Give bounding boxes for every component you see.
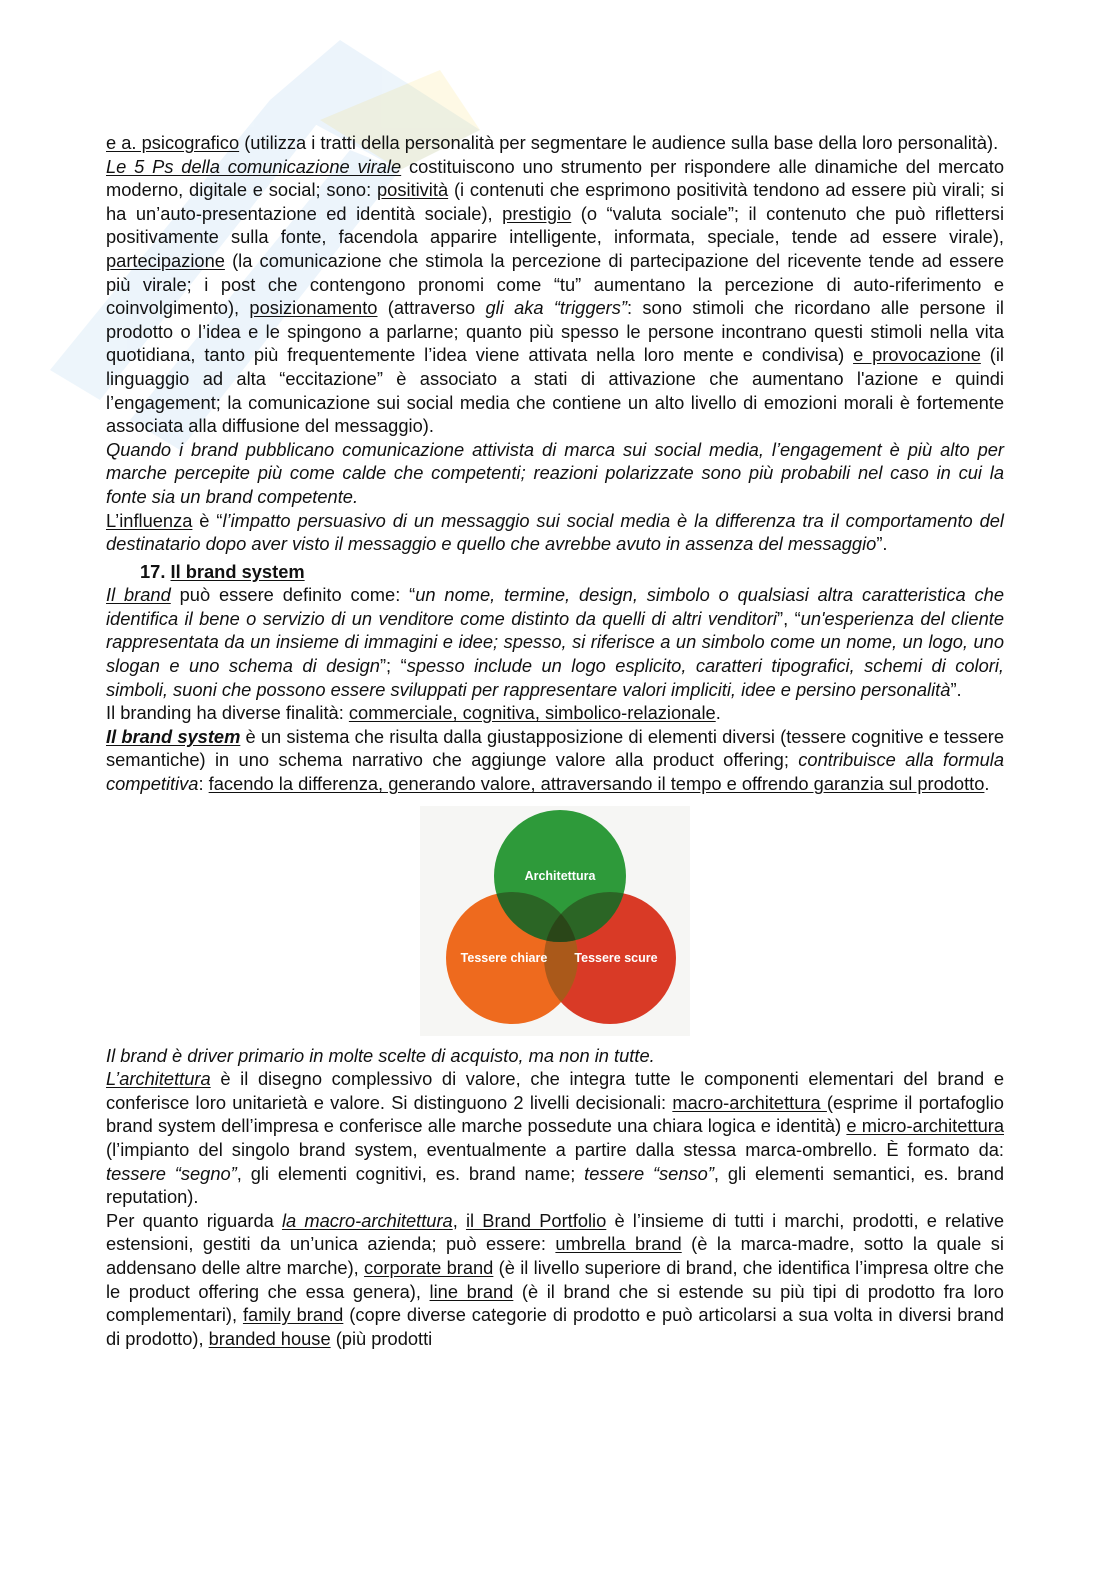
venn-label-right: Tessere scure bbox=[574, 950, 658, 965]
paragraph-psicografico: e a. psicografico (utilizza i tratti della personalità per segmentare le audience sulla base della loro personalità). bbox=[106, 132, 999, 153]
section-heading-brand-system: 17. Il brand system bbox=[140, 560, 305, 582]
paragraph-branding-finalita: Il branding ha diverse finalità: commerciale, cognitiva, simbolico-relazionale. bbox=[106, 702, 721, 724]
paragraph-brand-definition: Il brand può essere definito come: “un nome, termine, design, simbolo o qualsiasi altra caratteristica che identifica il bene o servizio di un venditore come distinto da quelli di altri venditori”, “un'esperienza del cliente rappresentata da un insieme di immagini e idee; spesso, si riferisce a un simbolo come un nome, un logo, uno slogan e uno schema di design”; “spesso include un logo esplicito, caratteri tipografici, schemi di colori, simboli, suoni che possono essere sviluppati per rappresentare valori impliciti, idee e persino personalità”. bbox=[106, 584, 1005, 700]
paragraph-brand-system: Il brand system è un sistema che risulta dalla giustapposizione di elementi diversi (tessere cognitive e tessere semantiche) in uno schema narrativo che aggiunge valore alla product offering; contribuisce alla formula competitiva: facendo la differenza, generando valore, attraversando il tempo e offrendo garanzia sul prodotto. bbox=[106, 725, 1005, 795]
paragraph-influenza: L’influenza è “l’impatto persuasivo di un messaggio sui social media è la differenza tra il comportamento del destinatario dopo aver visto il messaggio e quello che avrebbe avuto in assenza del messaggio”. bbox=[106, 509, 1004, 555]
venn-label-top: Architettura bbox=[524, 868, 596, 883]
paragraph-brand-portfolio: Per quanto riguarda la macro-architettura, il Brand Portfolio è l’insieme di tutti i marchi, prodotti, e relative estensioni, gestiti da un’unica azienda; può essere: umbrella brand (è la marca-madre, sotto la quale si addensano delle altre marche), corporate brand (è il livello superiore di brand, che identifica l’impresa oltre che le product offering che essa genera), line brand (è il brand che si estende su più tipi di prodotto fra loro complementari), family brand (copre diverse categorie di prodotto e può articolarsi a sua volta in diversi brand di prodotto), branded house (più prodotti bbox=[106, 1209, 1004, 1349]
venn-label-left: Tessere chiare bbox=[460, 950, 548, 965]
paragraph-brand-attivista: Quando i brand pubblicano comunicazione attivista di marca sui social media, l’engagement è più alto per marche percepite più come calde che competenti; reazioni polarizzate sono più probabili nel caso in cui la fonte sia un brand competente. bbox=[106, 438, 1004, 507]
paragraph-architettura: L’architettura è il disegno complessivo di valore, che integra tutte le componenti elementari del brand e conferisce loro unitarietà e valore. Si distinguono 2 livelli decisionali: macro-architettura (esprime il portafoglio brand system dell’impresa e conferisce alle marche possedute una chiara logica e identità) e micro-architettura (l’impianto del singolo brand system, eventualmente a partire dalla stessa marca-ombrello. È formato da: tessere “segno”, gli elementi cognitivi, es. brand name; tessere “senso”, gli elementi semantici, es. brand reputation). bbox=[106, 1068, 1004, 1208]
venn-diagram bbox=[420, 806, 690, 1036]
paragraph-brand-driver: Il brand è driver primario in molte scelte di acquisto, ma non in tutte. bbox=[106, 1044, 655, 1066]
paragraph-5ps: Le 5 Ps della comunicazione virale costituiscono uno strumento per rispondere alle dinamiche del mercato moderno, digitale e social; sono: positività (i contenuti che esprimono positività tendono ad essere più virali; si ha un’auto-presentazione ed identità sociale), prestigio (o “valuta sociale”; il contenuto che può riflettersi positivamente sulla fonte, facendola apparire intelligente, informata, speciale, tende ad essere virale), partecipazione (la comunicazione che stimola la percezione di partecipazione del ricevente tende ad essere più virale; i post che contengono pronomi come “tu” aumentano la percezione di auto-riferimento e coinvolgimento), posizionamento (attraverso gli aka “triggers”: sono stimoli che ricordano alle persone il prodotto o l’idea e le spingono a parlarne; quanto più spesso le persone incontrano questi stimoli nella vita quotidiana, tanto più frequentemente l’idea viene attivata nella loro mente e condivisa) e provocazione (il linguaggio ad alta “eccitazione” è associato a stati di attivazione che aumentano l'azione e quindi l’engagement; la comunicazione sui social media che contiene un alto livello di emozioni morali è fortemente associata alla diffusione del messaggio). bbox=[106, 155, 1005, 437]
document-body bbox=[106, 131, 1004, 1350]
